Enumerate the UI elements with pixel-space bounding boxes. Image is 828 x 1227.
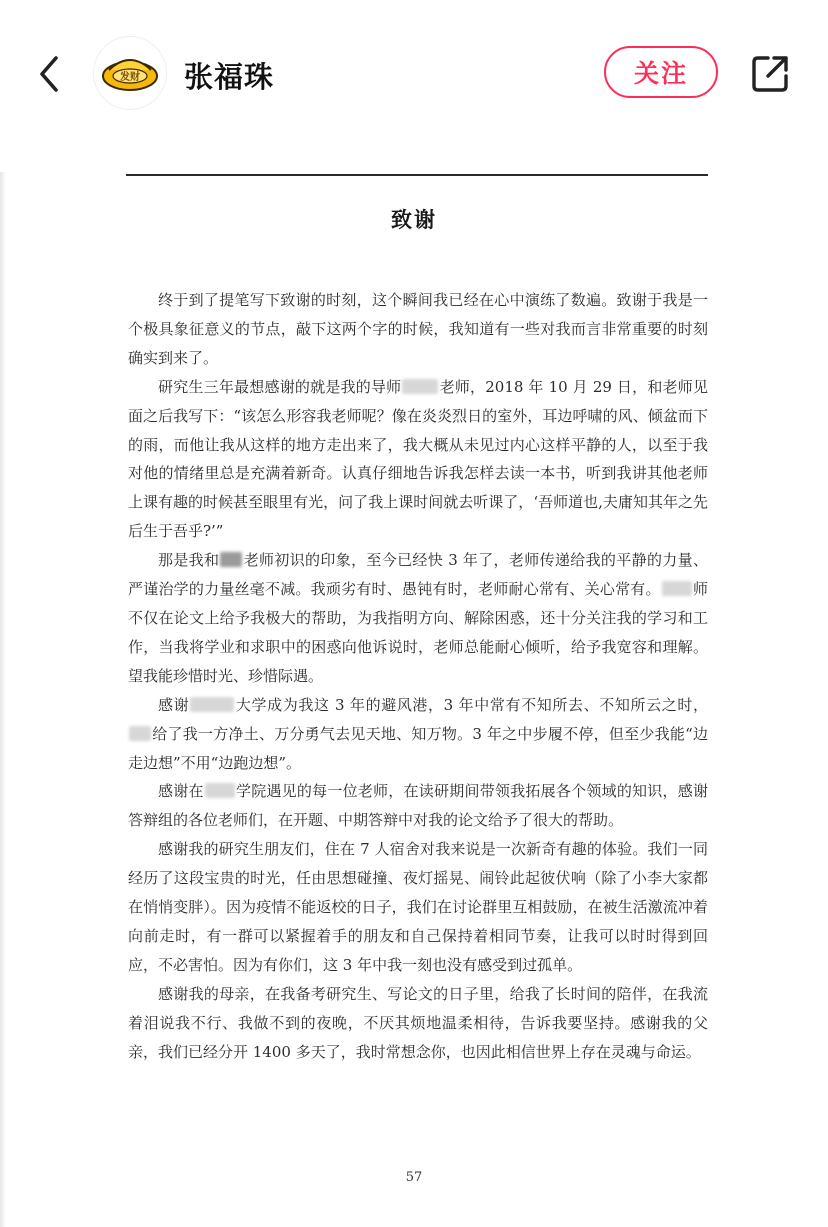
top-bar — [0, 0, 828, 150]
redacted-name — [129, 726, 151, 741]
paragraph: 终于到了提笔写下致谢的时刻，这个瞬间我已经在心中演练了数遍。致谢于我是一个极具象征意义的节点，敲下这两个字的时候，我知道有一些对我而言非常重要的时刻确实到来了。 — [128, 291, 708, 367]
paragraph: 那是我和 老师初识的印象，至今已经快 3 年了，老师传递给我的平静的力量、严谨治学的力量丝毫不减。我顽劣有时、愚钝有时，老师耐心常有、关心常有。 师不仅在论文上给予我极大的帮助，为我指明方向、解除困惑，还十分关注我的学习和工作，当我将学业和求职中的困惑向他诉说时，老师总能耐心倾听，给予我宽容和理解。望我能珍惜时光、珍惜际遇。 — [128, 551, 708, 685]
header-rule — [126, 174, 708, 176]
author-avatar[interactable] — [93, 36, 167, 110]
document-body — [128, 286, 708, 1066]
document-title: 致谢 — [391, 208, 437, 232]
paragraph: 感谢我的研究生朋友们，住在 7 人宿舍对我来说是一次新奇有趣的体验。我们一同经历了这段宝贵的时光，任由思想碰撞、夜灯摇晃、闹铃此起彼伏响（除了小李大家都在悄悄变胖）。因为疫情不能返校的日子，我们在讨论群里互相鼓励，在被生活激流冲着向前走时，有一群可以紧握着手的朋友和自己保持着相同节奏，让我可以时时得到回应，不必害怕。因为有你们，这 3 年中我一刻也没有感受到过孤单。 — [128, 840, 708, 974]
share-button[interactable] — [748, 52, 792, 96]
redacted-name — [190, 697, 234, 712]
back-button[interactable] — [30, 52, 70, 96]
avatar-badge-text: 发财 — [120, 72, 140, 83]
redacted-name — [402, 379, 438, 394]
paragraph: 感谢 大学成为我这 3 年的避风港，3 年中常有不知所去、不知所云之时，给了我一方净土、万分勇气去见天地、知万物。3 年之中步履不停，但至少我能“边走边想”不用“边跑边想”。 — [128, 695, 708, 772]
redacted-name — [662, 581, 692, 596]
document-page-image[interactable] — [0, 172, 828, 1227]
redacted-name — [205, 783, 235, 798]
follow-button[interactable]: 关注 — [604, 46, 718, 98]
page-number: 57 — [405, 1170, 423, 1185]
chevron-left-icon — [30, 52, 70, 96]
share-external-icon — [748, 52, 792, 96]
paragraph: 感谢在 学院遇见的每一位老师，在读研期间带领我拓展各个领域的知识，感谢答辩组的各位老师们，在开题、中期答辩中对我的论文给予了很大的帮助。 — [128, 782, 708, 830]
gold-ingot-icon — [93, 36, 167, 110]
paragraph: 感谢我的母亲，在我备考研究生、写论文的日子里，给我了长时间的陪伴，在我流着泪说我不行、我做不到的夜晚，不厌其烦地温柔相待，告诉我要坚持。感谢我的父亲，我们已经分开 1400 多天了，我时常想念你，也因此相信世界上存在灵魂与命运。 — [128, 984, 708, 1061]
paragraph: 研究生三年最想感谢的就是我的导师 老师，2018 年 10 月 29 日，和老师见面之后我写下：“该怎么形容我老师呢？像在炎炎烈日的室外，耳边呼啸的风、倾盆而下的雨，而他让我从这样的地方走出来了，我大概从未见过内心这样平静的人，以至于我对他的情绪里总是充满着新奇。认真仔细地告诉我怎样去读一本书，听到我讲其他老师上课有趣的时候甚至眼里有光，问了我上课时间就去听课了，‘吾师道也,夫庸知其年之先后生于吾乎?’” — [128, 377, 708, 541]
author-name[interactable]: 张福珠 — [184, 60, 275, 94]
redacted-name — [220, 552, 242, 567]
